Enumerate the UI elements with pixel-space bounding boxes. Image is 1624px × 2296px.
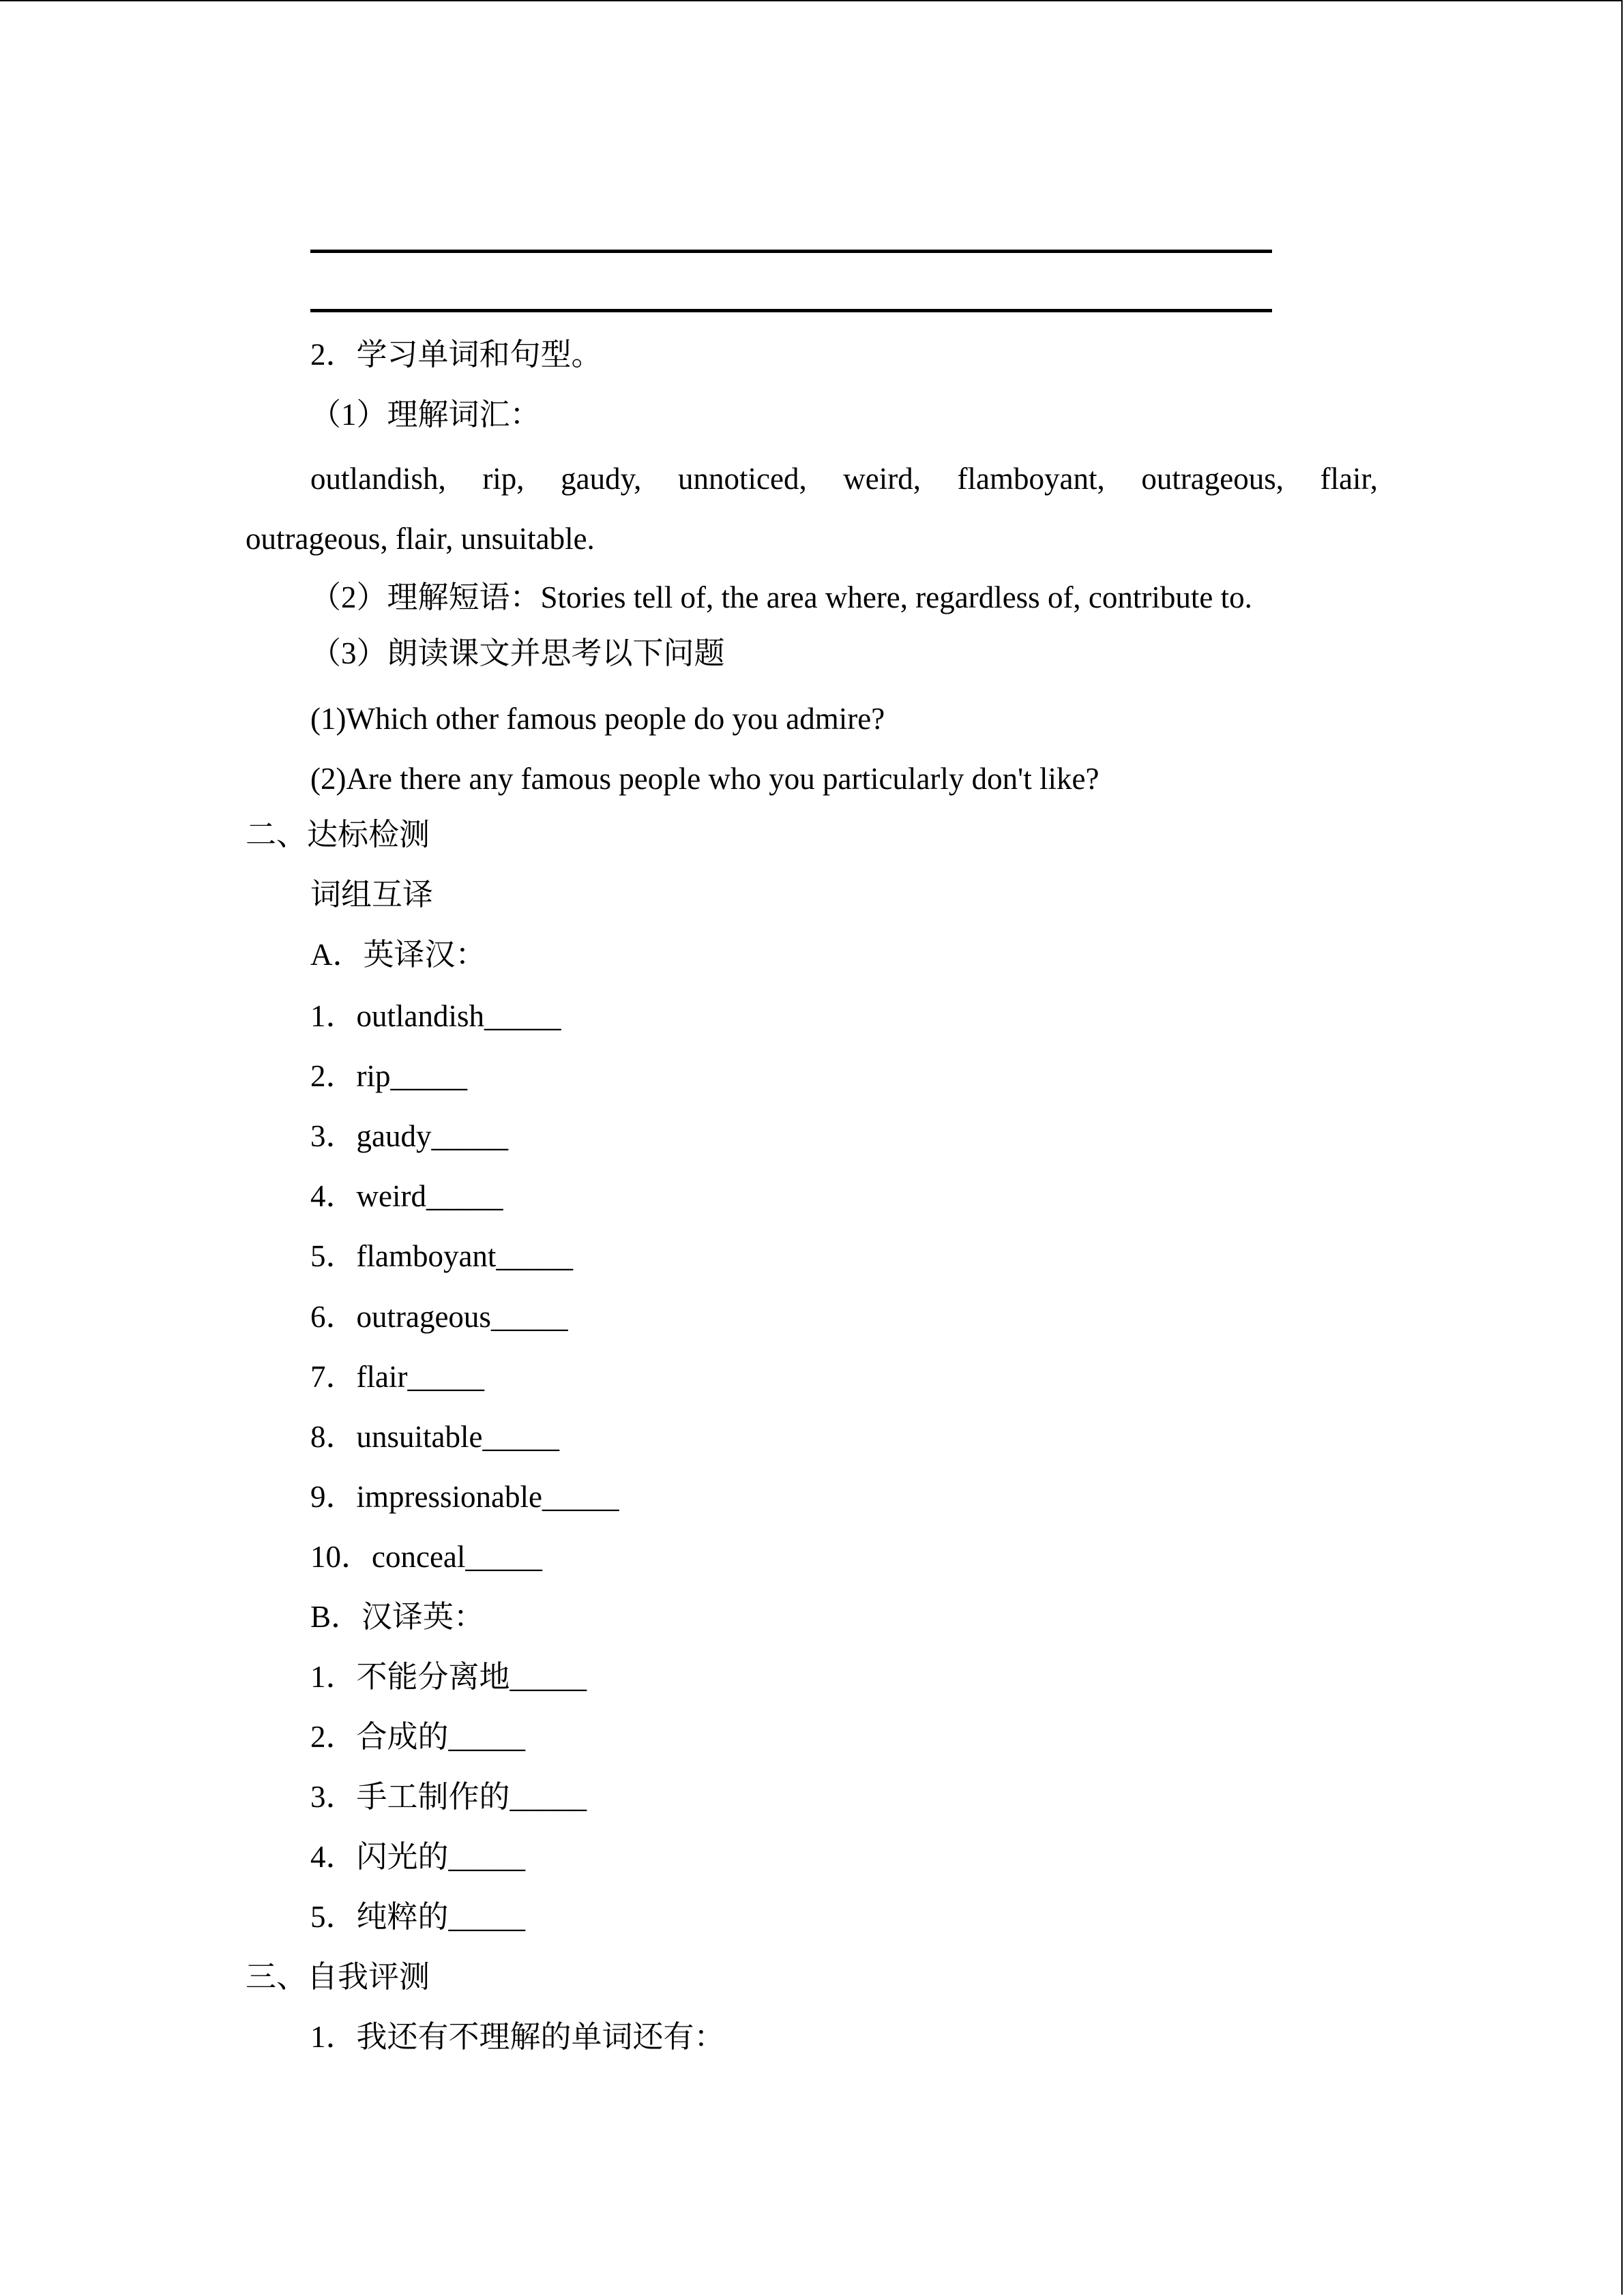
partA-item: 8．unsuitable_____ — [310, 1420, 559, 1454]
partB-item: 4．闪光的_____ — [310, 1840, 526, 1874]
vocab-word: outlandish, — [310, 462, 446, 496]
partA-item: 4．weird_____ — [310, 1179, 503, 1213]
section3-item1: 1．我还有不理解的单词还有： — [310, 2020, 725, 2054]
vocab-word: gaudy, — [561, 462, 642, 496]
partA-item: 3．gaudy_____ — [310, 1119, 508, 1153]
answer-line-2 — [310, 309, 1272, 312]
question-2: (2)Are there any famous people who you particularly don't like? — [310, 762, 1099, 796]
vocab-word: weird, — [843, 462, 921, 496]
vocab-word: rip, — [482, 462, 525, 496]
section2-heading: 二、达标检测 — [246, 818, 430, 852]
partA-item: 7．flair_____ — [310, 1360, 484, 1394]
partA-label: A．英译汉： — [310, 938, 486, 972]
phrases-line: （2）理解短语：Stories tell of, the area where, regardless of, contribute to. — [310, 580, 1252, 614]
vocab-word: unnoticed, — [678, 462, 807, 496]
partB-item: 2．合成的_____ — [310, 1720, 526, 1754]
vocab-words-line2: outrageous, flair, unsuitable. — [246, 522, 595, 556]
item2-heading: 2．学习单词和句型。 — [310, 338, 602, 372]
vocab-label: （1）理解词汇： — [310, 398, 541, 432]
partB-item: 1．不能分离地_____ — [310, 1660, 587, 1694]
vocab-word: outrageous, — [1141, 462, 1284, 496]
section3-heading: 三、自我评测 — [246, 1960, 430, 1994]
vocab-word: flair, — [1320, 462, 1378, 496]
partA-item: 1．outlandish_____ — [310, 999, 561, 1033]
partB-item: 5．纯粹的_____ — [310, 1900, 526, 1934]
vocab-words-line1 — [310, 460, 1378, 498]
partA-item: 2．rip_____ — [310, 1059, 467, 1093]
partA-item: 5．flamboyant_____ — [310, 1239, 573, 1273]
partA-item: 10．conceal_____ — [310, 1540, 542, 1574]
reading-label: （3）朗读课文并思考以下问题 — [310, 636, 725, 670]
vocab-word: flamboyant, — [957, 462, 1105, 496]
partA-item: 9．impressionable_____ — [310, 1480, 619, 1514]
question-1: (1)Which other famous people do you admire? — [310, 702, 885, 736]
answer-line-1 — [310, 250, 1272, 253]
partB-label: B．汉译英： — [310, 1600, 485, 1634]
section2-subheading: 词组互译 — [310, 878, 434, 912]
partB-item: 3．手工制作的_____ — [310, 1780, 587, 1814]
partA-item: 6．outrageous_____ — [310, 1300, 568, 1334]
